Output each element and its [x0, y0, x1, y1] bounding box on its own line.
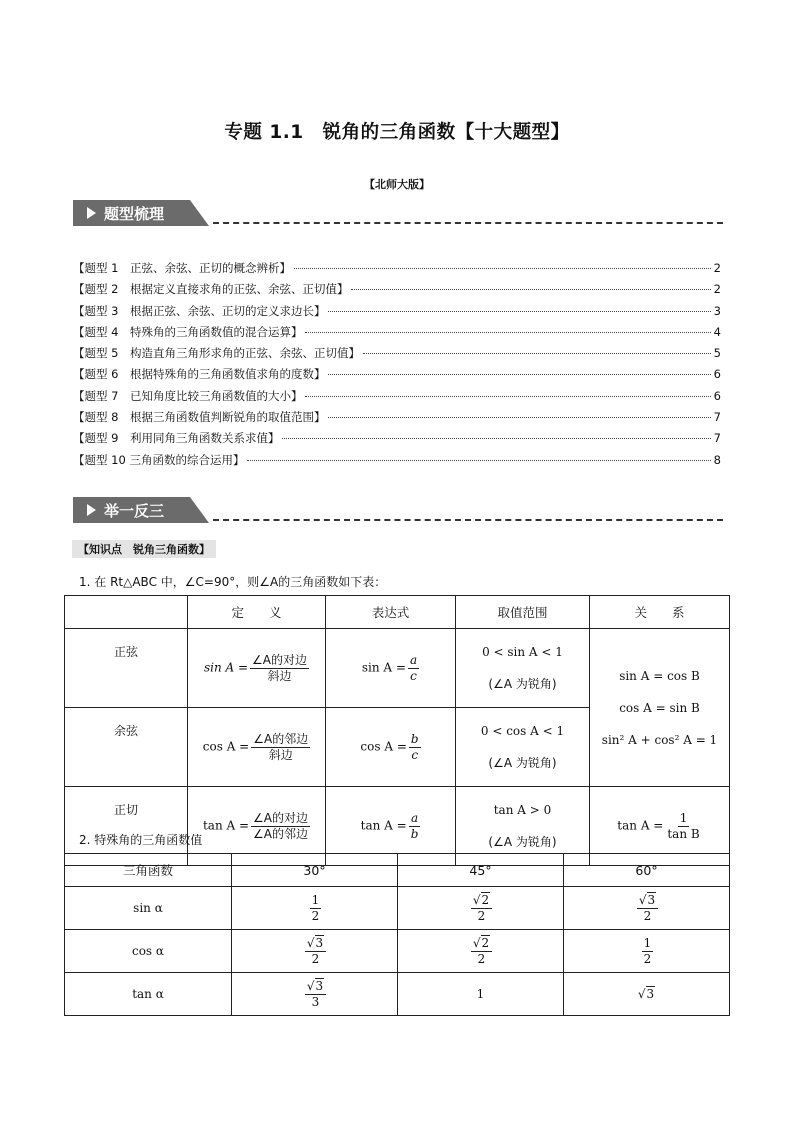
toc-entry[interactable]: 【题型 3 根据正弦、余弦、正切的定义求边长】 3: [73, 303, 721, 318]
table-row: [65, 973, 730, 1016]
table-row: [65, 629, 730, 708]
value-cell: 1: [398, 973, 564, 1016]
practice-banner: [73, 497, 723, 523]
expression-cell: tan A = $\frac{a}{b}$: [326, 787, 456, 866]
toc-entry[interactable]: 【题型 1 正弦、余弦、正切的概念辨析】 2: [73, 261, 721, 275]
play-triangle-icon: [87, 504, 96, 516]
toc-entry[interactable]: 【题型 9 利用同角三角函数关系求值】 7: [73, 431, 721, 446]
function-name: cos α: [65, 930, 232, 973]
header-cell: [65, 596, 188, 629]
toc-entry[interactable]: 【题型 10 三角函数的综合运用】 8: [73, 452, 721, 467]
edition-label: 【北师大版】: [364, 178, 430, 191]
knowledge-point-label: 【知识点 锐角三角函数】: [72, 540, 216, 558]
toc-entry[interactable]: 【题型 8 根据三角函数值判断锐角的取值范围】 7: [73, 410, 721, 425]
row-name: 正切: [65, 787, 188, 866]
toc-entry[interactable]: 【题型 2 根据定义直接求角的正弦、余弦、正切值】 2: [73, 282, 721, 297]
header-cell: 定 义: [188, 596, 326, 629]
definition-cell: sin A = $\frac{\text{∠A的对边}}{\text{斜边}}$: [188, 629, 326, 708]
value-cell: $\frac{√3}{3}$: [232, 973, 398, 1016]
range-cell: 0 < cos A < 1 (∠A 为锐角): [456, 708, 590, 787]
toc-entry[interactable]: 【题型 4 特殊角的三角函数值的混合运算】 4: [73, 324, 721, 339]
header-cell: 取值范围: [456, 596, 590, 629]
toc-entry[interactable]: 【题型 6 根据特殊角的三角函数值求角的度数】 6: [73, 367, 721, 382]
banner-label: 题型梳理: [104, 205, 165, 223]
expression-cell: sin A = $\frac{a}{c}$: [326, 629, 456, 708]
special-angle-table: [64, 853, 730, 1016]
dashed-divider: [213, 222, 723, 224]
table-header-row: [65, 854, 730, 887]
value-cell: $\frac{1}{2}$: [232, 887, 398, 930]
header-cell: 关 系: [590, 596, 730, 629]
range-cell: tan A > 0 (∠A 为锐角): [456, 787, 590, 866]
header-cell: 60°: [564, 854, 730, 887]
trig-definition-table: [64, 595, 730, 866]
header-cell: 45°: [398, 854, 564, 887]
definition-cell: cos A = $\frac{\text{∠A的邻边}}{\text{斜边}}$: [188, 708, 326, 787]
page-title: 专题 1.1 锐角的三角函数【十大题型】: [224, 122, 570, 143]
function-name: sin α: [65, 887, 232, 930]
value-cell: $\frac{1}{2}$: [564, 930, 730, 973]
row-name: 余弦: [65, 708, 188, 787]
value-cell: $\frac{√2}{2}$: [398, 887, 564, 930]
value-cell: $\frac{√3}{2}$: [232, 930, 398, 973]
table-of-contents: [73, 260, 721, 473]
value-cell: $\frac{√3}{2}$: [564, 887, 730, 930]
relation-cell: tan A = $\frac{1}{\text{tan B}}$: [590, 787, 730, 866]
range-cell: 0 < sin A < 1 (∠A 为锐角): [456, 629, 590, 708]
definition-cell: tan A = $\frac{\text{∠A的对边}}{\text{∠A的邻边}}$: [188, 787, 326, 866]
toc-entry[interactable]: 【题型 7 已知角度比较三角函数值的大小】 6: [73, 388, 721, 403]
intro-text-2: 2. 特殊角的三角函数值: [79, 833, 203, 847]
row-name: 正弦: [65, 629, 188, 708]
header-cell: 三角函数: [65, 854, 232, 887]
play-triangle-icon: [87, 207, 96, 219]
banner-label: 举一反三: [104, 502, 165, 520]
intro-text-1: 1. 在 Rt△ABC 中，∠C=90°，则∠A的三角函数如下表：: [79, 575, 387, 589]
table-header-row: [65, 596, 730, 629]
header-cell: 表达式: [326, 596, 456, 629]
header-cell: 30°: [232, 854, 398, 887]
dashed-divider: [213, 519, 723, 521]
toc-banner: [73, 200, 723, 226]
toc-entry[interactable]: 【题型 5 构造直角三角形求角的正弦、余弦、正切值】 5: [73, 346, 721, 361]
relation-cell: sin A = cos B cos A = sin B sin² A + cos² A = 1: [590, 629, 730, 787]
table-row: [65, 930, 730, 973]
table-row: [65, 887, 730, 930]
function-name: tan α: [65, 973, 232, 1016]
value-cell: √3: [564, 973, 730, 1016]
value-cell: $\frac{√2}{2}$: [398, 930, 564, 973]
expression-cell: cos A = $\frac{b}{c}$: [326, 708, 456, 787]
